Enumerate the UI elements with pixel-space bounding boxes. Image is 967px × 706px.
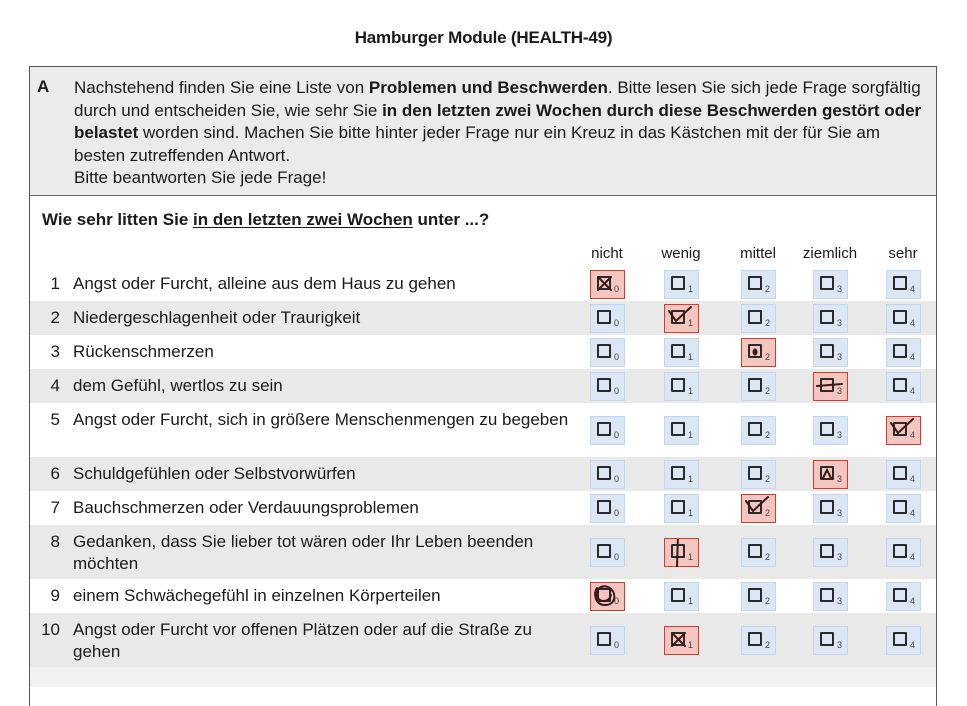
checkbox-square-icon <box>597 466 611 480</box>
answer-value: 3 <box>837 640 843 650</box>
checkbox-square-icon <box>820 422 834 436</box>
item-text: Angst oder Furcht vor offenen Plätzen oder auf die Straße zu gehen <box>73 620 532 661</box>
answer-checkbox-sehr[interactable] <box>886 626 921 655</box>
checkbox-square-icon <box>671 344 685 358</box>
item-text: Gedanken, dass Sie lieber tot wären oder Ihr Leben beenden möchten <box>73 532 534 573</box>
answer-checkbox-mittel[interactable] <box>741 626 776 655</box>
answer-value: 1 <box>688 430 694 440</box>
answer-checkbox-ziemlich[interactable] <box>813 538 848 567</box>
answer-checkbox-mittel[interactable] <box>741 416 776 445</box>
item-number: 8 <box>50 532 60 551</box>
instructions-segment: . Bitte lesen Sie sich jede Frage sorgfältig durch und entscheiden Sie, wie sehr Sie <box>74 78 921 120</box>
instructions-box <box>30 67 936 196</box>
answer-checkbox-sehr[interactable] <box>886 494 921 523</box>
answer-checkbox-ziemlich[interactable] <box>813 626 848 655</box>
section-letter: A <box>37 77 50 96</box>
item-text: Rückenschmerzen <box>73 342 214 361</box>
answer-checkbox-sehr[interactable] <box>886 538 921 567</box>
answer-value: 3 <box>837 596 843 606</box>
questionnaire-frame <box>29 66 937 706</box>
answer-value: 4 <box>910 284 916 294</box>
answer-value: 0 <box>614 640 620 650</box>
answer-checkbox-sehr-selected[interactable] <box>886 416 921 445</box>
answer-checkbox-ziemlich-selected[interactable] <box>813 460 848 489</box>
answer-value: 0 <box>614 318 620 328</box>
question-heading: Wie sehr litten Sie in den letzten zwei Wochen unter ...? <box>42 210 490 229</box>
question-emphasis: in den letzten zwei Wochen <box>193 210 413 229</box>
answer-checkbox-ziemlich[interactable] <box>813 494 848 523</box>
item-row <box>30 403 936 457</box>
checkbox-square-icon <box>597 344 611 358</box>
checkbox-square-icon <box>893 344 907 358</box>
item-number: 6 <box>50 464 60 483</box>
answer-value: 0 <box>614 596 620 606</box>
answer-checkbox-wenig[interactable] <box>664 270 699 299</box>
answer-checkbox-sehr[interactable] <box>886 338 921 367</box>
item-row <box>30 335 936 369</box>
answer-value: 1 <box>688 596 694 606</box>
answer-value: 1 <box>688 508 694 518</box>
item-text: Angst oder Furcht, alleine aus dem Haus zu gehen <box>73 274 456 293</box>
item-number: 9 <box>50 586 60 605</box>
checkbox-square-icon <box>748 632 762 646</box>
answer-checkbox-nicht[interactable] <box>590 626 625 655</box>
answer-value: 0 <box>614 508 620 518</box>
answer-checkbox-wenig[interactable] <box>664 582 699 611</box>
answer-value: 3 <box>837 386 843 396</box>
instructions-emphasis: in den letzten zwei Wochen durch diese Beschwerden gestört oder belastet <box>74 100 922 142</box>
answer-checkbox-sehr[interactable] <box>886 582 921 611</box>
checkbox-square-icon <box>820 544 834 558</box>
answer-checkbox-mittel[interactable] <box>741 304 776 333</box>
answer-value: 3 <box>837 474 843 484</box>
answer-value: 2 <box>765 284 771 294</box>
answer-value: 2 <box>765 640 771 650</box>
checkbox-square-icon <box>671 588 685 602</box>
item-row <box>30 525 936 579</box>
answer-value: 2 <box>765 318 771 328</box>
checkbox-square-icon <box>820 588 834 602</box>
answer-value: 2 <box>765 430 771 440</box>
checkbox-square-icon <box>597 422 611 436</box>
answer-value: 3 <box>837 552 843 562</box>
answer-value: 4 <box>910 596 916 606</box>
answer-value: 4 <box>910 552 916 562</box>
column-headers <box>30 245 936 265</box>
answer-checkbox-nicht[interactable] <box>590 416 625 445</box>
checkbox-square-icon <box>820 310 834 324</box>
answer-value: 1 <box>688 552 694 562</box>
item-row <box>30 369 936 403</box>
answer-checkbox-ziemlich[interactable] <box>813 416 848 445</box>
instructions-segment: worden sind. Machen Sie bitte hinter jeder Frage nur ein Kreuz in das Kästchen mit der für Sie am besten zutreffenden Antwort. <box>74 123 881 165</box>
answer-checkbox-sehr[interactable] <box>886 372 921 401</box>
checkbox-square-icon <box>597 378 611 392</box>
answer-checkbox-nicht[interactable] <box>590 372 625 401</box>
item-number: 10 <box>41 620 60 639</box>
answer-checkbox-nicht-selected[interactable] <box>590 270 625 299</box>
answer-value: 4 <box>910 640 916 650</box>
answer-value: 0 <box>614 352 620 362</box>
answer-value: 0 <box>614 474 620 484</box>
answer-checkbox-wenig[interactable] <box>664 416 699 445</box>
item-number: 4 <box>50 376 60 395</box>
checkbox-square-icon <box>820 632 834 646</box>
answer-checkbox-mittel[interactable] <box>741 270 776 299</box>
next-row-cutoff <box>30 667 936 687</box>
checkbox-square-icon <box>748 466 762 480</box>
answer-checkbox-ziemlich-selected[interactable] <box>813 372 848 401</box>
answer-value: 0 <box>614 386 620 396</box>
answer-checkbox-nicht-selected[interactable] <box>590 582 625 611</box>
answer-checkbox-mittel[interactable] <box>741 582 776 611</box>
answer-value: 2 <box>765 352 771 362</box>
checkbox-square-icon <box>893 500 907 514</box>
answer-value: 0 <box>614 284 620 294</box>
answer-checkbox-mittel-selected[interactable] <box>741 494 776 523</box>
item-number: 3 <box>50 342 60 361</box>
answer-value: 3 <box>837 318 843 328</box>
answer-value: 4 <box>910 352 916 362</box>
instructions-closing: Bitte beantworten Sie jede Frage! <box>74 168 327 187</box>
answer-value: 1 <box>688 474 694 484</box>
answer-checkbox-wenig-selected[interactable] <box>664 538 699 567</box>
answer-value: 3 <box>837 508 843 518</box>
item-text: Schuldgefühlen oder Selbstvorwürfen <box>73 464 356 483</box>
answer-checkbox-wenig[interactable] <box>664 460 699 489</box>
answer-checkbox-mittel-selected[interactable] <box>741 338 776 367</box>
item-number: 1 <box>50 274 60 293</box>
answer-value: 0 <box>614 552 620 562</box>
item-row <box>30 613 936 667</box>
answer-checkbox-nicht[interactable] <box>590 494 625 523</box>
answer-checkbox-sehr[interactable] <box>886 460 921 489</box>
checkbox-square-icon <box>671 422 685 436</box>
answer-checkbox-nicht[interactable] <box>590 538 625 567</box>
item-number: 5 <box>50 410 60 429</box>
checkbox-square-icon <box>671 500 685 514</box>
answer-checkbox-mittel[interactable] <box>741 460 776 489</box>
column-header-ziemlich: ziemlich <box>802 245 858 262</box>
checkbox-square-icon <box>820 344 834 358</box>
answer-value: 2 <box>765 552 771 562</box>
answer-value: 4 <box>910 474 916 484</box>
checkbox-square-icon <box>597 500 611 514</box>
answer-value: 4 <box>910 318 916 328</box>
checkbox-square-icon <box>748 422 762 436</box>
answer-value: 2 <box>765 386 771 396</box>
answer-value: 1 <box>688 386 694 396</box>
answer-value: 4 <box>910 508 916 518</box>
form-title: Hamburger Module (HEALTH-49) <box>354 28 613 47</box>
item-row <box>30 579 936 613</box>
checkbox-square-icon <box>748 378 762 392</box>
answer-value: 3 <box>837 430 843 440</box>
answer-value: 1 <box>688 352 694 362</box>
checkbox-square-icon <box>671 466 685 480</box>
item-row <box>30 267 936 301</box>
answer-value: 2 <box>765 508 771 518</box>
answer-checkbox-sehr[interactable] <box>886 304 921 333</box>
instructions-emphasis: Problemen und Beschwerden <box>368 78 608 97</box>
checkbox-square-icon <box>820 276 834 290</box>
instructions-text <box>74 77 924 190</box>
item-number: 7 <box>50 498 60 517</box>
checkbox-square-icon <box>748 588 762 602</box>
answer-checkbox-ziemlich[interactable] <box>813 582 848 611</box>
checkbox-square-icon <box>748 276 762 290</box>
column-header-wenig: wenig <box>661 245 701 262</box>
answer-value: 4 <box>910 386 916 396</box>
item-text: Angst oder Furcht, sich in größere Menschenmengen zu begeben <box>73 410 569 429</box>
answer-checkbox-nicht[interactable] <box>590 338 625 367</box>
answer-value: 4 <box>910 430 916 440</box>
item-text: einem Schwächegefühl in einzelnen Körperteilen <box>73 586 441 605</box>
checkbox-square-icon <box>820 500 834 514</box>
answer-value: 3 <box>837 352 843 362</box>
answer-value: 0 <box>614 430 620 440</box>
checkbox-square-icon <box>597 310 611 324</box>
answer-checkbox-mittel[interactable] <box>741 538 776 567</box>
item-row <box>30 457 936 491</box>
checkbox-square-icon <box>893 378 907 392</box>
answer-value: 3 <box>837 284 843 294</box>
checkbox-square-icon <box>893 276 907 290</box>
instructions-segment: Nachstehend finden Sie eine Liste von <box>74 78 369 97</box>
checkbox-square-icon <box>893 588 907 602</box>
checkbox-square-icon <box>893 466 907 480</box>
checkbox-square-icon <box>748 310 762 324</box>
column-header-nicht: nicht <box>591 245 623 262</box>
checkbox-square-icon <box>671 276 685 290</box>
column-header-sehr: sehr <box>888 245 918 262</box>
answer-value: 2 <box>765 596 771 606</box>
answer-checkbox-wenig-selected[interactable] <box>664 304 699 333</box>
answer-checkbox-sehr[interactable] <box>886 270 921 299</box>
answer-value: 1 <box>688 318 694 328</box>
item-text: Niedergeschlagenheit oder Traurigkeit <box>73 308 361 327</box>
answer-checkbox-ziemlich[interactable] <box>813 338 848 367</box>
answer-value: 1 <box>688 284 694 294</box>
checkbox-square-icon <box>597 544 611 558</box>
answer-checkbox-mittel[interactable] <box>741 372 776 401</box>
item-row <box>30 301 936 335</box>
column-header-mittel: mittel <box>740 245 776 262</box>
answer-checkbox-wenig-selected[interactable] <box>664 626 699 655</box>
checkbox-square-icon <box>893 632 907 646</box>
checkbox-square-icon <box>671 378 685 392</box>
item-number: 2 <box>50 308 60 327</box>
answer-checkbox-nicht[interactable] <box>590 460 625 489</box>
checkbox-square-icon <box>597 632 611 646</box>
checkbox-square-icon <box>748 544 762 558</box>
item-text: Bauchschmerzen oder Verdauungsproblemen <box>73 498 419 517</box>
answer-checkbox-wenig[interactable] <box>664 372 699 401</box>
answer-checkbox-wenig[interactable] <box>664 494 699 523</box>
answer-checkbox-ziemlich[interactable] <box>813 304 848 333</box>
answer-checkbox-wenig[interactable] <box>664 338 699 367</box>
answer-value: 2 <box>765 474 771 484</box>
checkbox-square-icon <box>893 310 907 324</box>
item-text: dem Gefühl, wertlos zu sein <box>73 376 283 395</box>
item-row <box>30 491 936 525</box>
answer-checkbox-nicht[interactable] <box>590 304 625 333</box>
checkbox-square-icon <box>893 544 907 558</box>
answer-value: 1 <box>688 640 694 650</box>
answer-checkbox-ziemlich[interactable] <box>813 270 848 299</box>
